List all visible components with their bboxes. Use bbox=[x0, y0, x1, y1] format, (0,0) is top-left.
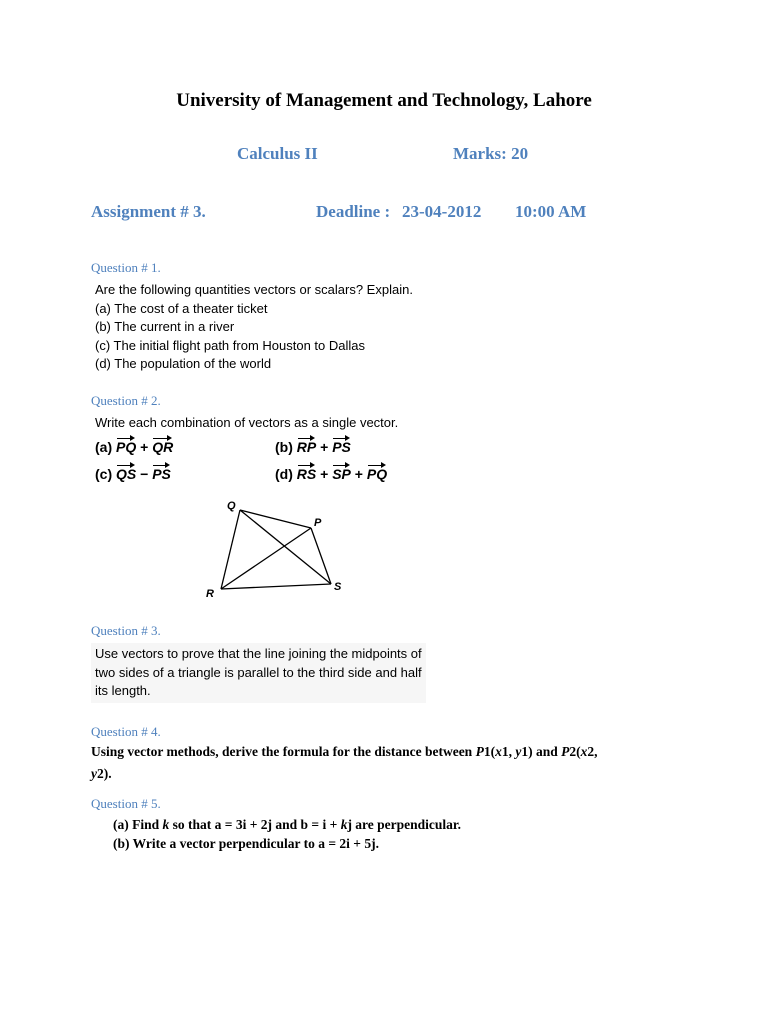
q1-heading: Question # 1. bbox=[91, 260, 161, 275]
q4-var: y bbox=[91, 766, 97, 781]
q5-var: k bbox=[162, 817, 170, 832]
combo-label: (d) bbox=[275, 466, 293, 482]
q4-line-1 bbox=[91, 741, 597, 763]
vector-qs: QS bbox=[116, 466, 137, 482]
vector-pq: PQ bbox=[366, 466, 388, 482]
q3-body bbox=[91, 643, 426, 703]
q4-heading: Question # 4. bbox=[91, 724, 161, 739]
q5-part-b: (b) Write a vector perpendicular to a = 2i + 5j. bbox=[113, 836, 379, 851]
combo-label: (a) bbox=[95, 439, 113, 455]
edge-sr bbox=[221, 584, 331, 589]
q4-var: P bbox=[475, 744, 484, 759]
q1-item-b: (b) The current in a river bbox=[95, 319, 235, 334]
operator: + bbox=[140, 439, 149, 455]
q4-text: Using vector methods, derive the formula for the distance between bbox=[91, 744, 476, 759]
vertex-label-q: Q bbox=[227, 500, 236, 512]
vector-rs: RS bbox=[296, 466, 317, 482]
q5-text: so that a = 3i + 2j and b = i + bbox=[169, 817, 341, 832]
operator: + bbox=[320, 439, 329, 455]
q1-body bbox=[95, 281, 413, 374]
q1-prompt: Are the following quantities vectors or scalars? Explain. bbox=[95, 282, 413, 297]
q4-text: 2). bbox=[97, 766, 112, 781]
q3-line: Use vectors to prove that the line joining the midpoints of bbox=[95, 646, 422, 661]
q4-text: 1( bbox=[483, 744, 496, 759]
marks: Marks: 20 bbox=[453, 144, 529, 163]
vertex-label-s: S bbox=[334, 581, 342, 593]
q4-text: 2( bbox=[569, 744, 581, 759]
deadline-label: Deadline : bbox=[316, 202, 391, 221]
q1-item-c: (c) The initial flight path from Houston to Dallas bbox=[95, 337, 365, 353]
vector-ps: PS bbox=[152, 466, 171, 482]
combo-label: (b) bbox=[275, 439, 293, 455]
q2-heading: Question # 2. bbox=[91, 393, 161, 408]
q4-var: x bbox=[495, 744, 502, 759]
combo-label: (c) bbox=[95, 466, 113, 482]
operator: − bbox=[140, 466, 149, 482]
q4-text: 2, bbox=[587, 744, 598, 759]
edge-rq bbox=[221, 510, 240, 589]
q2-combo-c bbox=[95, 466, 171, 482]
q2-combo-d bbox=[275, 466, 387, 482]
vertex-label-r: R bbox=[206, 588, 214, 600]
course-name: Calculus II bbox=[237, 144, 318, 163]
q1-item-a: (a) The cost of a theater ticket bbox=[95, 300, 268, 316]
q3-line: two sides of a triangle is parallel to the third side and half bbox=[95, 664, 422, 680]
deadline-date: 23-04-2012 bbox=[402, 202, 482, 221]
q5-heading: Question # 5. bbox=[91, 796, 161, 811]
q5-var: k bbox=[340, 817, 348, 832]
deadline-time: 10:00 AM bbox=[515, 202, 587, 221]
q3-heading: Question # 3. bbox=[91, 623, 161, 638]
vector-qr: QR bbox=[152, 439, 174, 455]
vector-rp: RP bbox=[296, 439, 317, 455]
vector-sp: SP bbox=[332, 466, 351, 482]
vector-ps: PS bbox=[332, 439, 351, 455]
q5-text: (a) Find bbox=[113, 817, 163, 832]
vector-pq: PQ bbox=[116, 439, 137, 455]
q4-line-2 bbox=[91, 763, 112, 785]
quadrilateral-diagram bbox=[200, 490, 360, 605]
q4-var: x bbox=[580, 744, 588, 759]
q3-line: its length. bbox=[95, 683, 151, 698]
q2-combo-b bbox=[275, 439, 351, 455]
q4-text: 1) and bbox=[521, 744, 562, 759]
q2-combo-a bbox=[95, 439, 173, 455]
vertex-label-p: P bbox=[314, 517, 322, 529]
q4-var: P bbox=[561, 744, 570, 759]
q4-text: 1, bbox=[501, 744, 516, 759]
operator: + bbox=[354, 466, 363, 482]
q2-prompt: Write each combination of vectors as a single vector. bbox=[95, 415, 399, 430]
q1-item-d: (d) The population of the world bbox=[95, 356, 272, 371]
diagonal-rp bbox=[221, 528, 311, 589]
q5-text: j are perpendicular. bbox=[347, 817, 462, 832]
q4-var: y bbox=[515, 744, 522, 759]
university-title: University of Management and Technology, Lahore bbox=[176, 90, 592, 111]
assignment-number: Assignment # 3. bbox=[91, 202, 206, 221]
operator: + bbox=[320, 466, 329, 482]
